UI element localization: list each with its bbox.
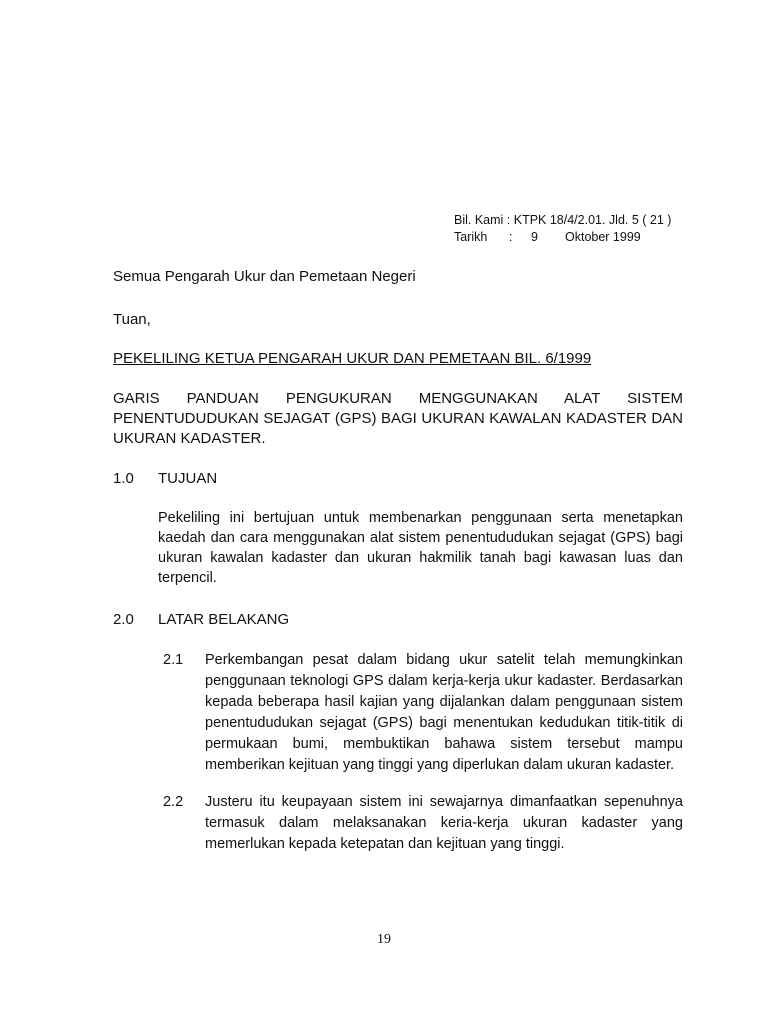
subsection-text: Perkembangan pesat dalam bidang ukur satelit telah memungkinkan penggunaan teknologi GPS dalam kerja-kerja ukur kadaster. Berdasarkan kepada beberapa hasil kajian yang dijalankan dalam penggunaan sistem penentududukan sejagat (GPS) bagi menentukan kedudukan titik-titik di permukaan bumi, membuktikan bahawa sistem tersebut mampu memberikan kejituan yang tinggi yang diperlukan dalam ukuran kadaster.	[205, 652, 683, 773]
subsection-2-1	[163, 650, 683, 776]
subsection-2-2	[163, 792, 683, 855]
circular-title: PEKELILING KETUA PENGARAH UKUR DAN PEMETAAN BIL. 6/1999	[113, 350, 592, 367]
reference-number: Bil. Kami : KTPK 18/4/2.01. Jld. 5 ( 21 )	[454, 213, 672, 227]
section-number: 1.0	[113, 470, 134, 487]
section-number: 2.0	[113, 611, 134, 628]
section-body-tujuan: Pekeliling ini bertujuan untuk membenarkan penggunaan serta menetapkan kaedah dan cara menggunakan alat sistem penentududukan sejagat (GPS) bagi ukuran kawalan kadaster dan ukuran hakmilik tanah bagi kawasan luas dan terpencil.	[158, 510, 683, 586]
reference-block	[454, 212, 671, 246]
date-day: 9	[531, 230, 538, 244]
subject-title: GARIS PANDUAN PENGUKURAN MENGGUNAKAN ALAT SISTEM PENENTUDUDUKAN SEJAGAT (GPS) BAGI UKURAN KAWALAN KADASTER DAN UKURAN KADASTER.	[113, 390, 683, 447]
section-heading-latar-belakang	[113, 610, 289, 630]
subsection-number: 2.1	[163, 652, 184, 668]
section-heading-text: TUJUAN	[158, 470, 218, 487]
date-month-year: Oktober 1999	[565, 230, 641, 244]
addressee: Semua Pengarah Ukur dan Pemetaan Negeri	[113, 268, 416, 285]
salutation: Tuan,	[113, 311, 151, 328]
date-separator: :	[509, 230, 513, 244]
date-label: Tarikh	[454, 230, 488, 244]
section-heading-tujuan	[113, 469, 217, 489]
subsection-text: Justeru itu keupayaan sistem ini sewajarnya dimanfaatkan sepenuhnya termasuk dalam melaksanakan keria-kerja ukuran kadaster yang memerlukan kepada ketepatan dan kejituan yang tinggi.	[205, 794, 683, 852]
section-heading-text: LATAR BELAKANG	[158, 611, 290, 628]
reference-date	[454, 229, 671, 246]
page-number: 19	[377, 932, 391, 947]
subsection-number: 2.2	[163, 794, 184, 810]
